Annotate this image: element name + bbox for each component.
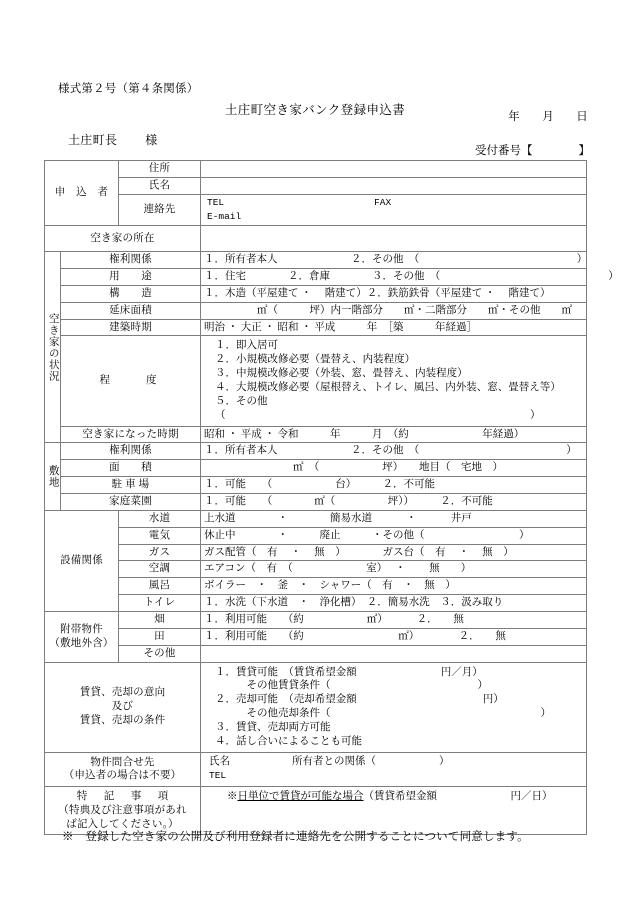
lease-sale-label-line2: 及び [111, 701, 134, 713]
document-title: 土庄町空き家バンク登録申込書 [224, 103, 406, 117]
applicant-address-label: 住所 [119, 161, 201, 178]
table-row-applicant-contact [45, 194, 587, 225]
addressee-line [68, 131, 158, 148]
table-row-house-degree [45, 336, 587, 426]
applicant-tel-label: TEL [207, 196, 225, 208]
date-day-label: 日 [576, 111, 588, 123]
form-number: 様式第２号（第４条関係） [58, 83, 199, 95]
attached-rice-value[interactable]: １．利用可能 （約 ㎡） ２． 無 [201, 628, 587, 645]
house-floor-area-label: 延床面積 [61, 302, 201, 319]
facility-electricity-label: 電気 [119, 527, 201, 544]
date-line [508, 108, 588, 124]
house-location-value[interactable] [201, 226, 587, 252]
table-row-facility-water [45, 510, 587, 527]
degree-option-2[interactable]: ２．小規模改修必要（畳替え、内装程度） [215, 354, 416, 366]
table-row-site-garden [45, 493, 587, 510]
applicant-name-label: 氏名 [119, 177, 201, 194]
remarks-rest-text: （賃貸希望金額 円／日） [363, 791, 553, 803]
facility-water-label: 水道 [119, 510, 201, 527]
receipt-number-close: 】 [578, 145, 590, 157]
registration-form-table [44, 160, 619, 835]
attached-field-label: 畑 [119, 611, 201, 628]
facility-electricity-value[interactable]: 休止中 ・ 廃止 ・その他（ ） [201, 527, 587, 544]
house-use-value[interactable]: １．住宅 ２．倉庫 ３．その他 （ ） [201, 268, 587, 285]
degree-option-4[interactable]: ４．大規模改修必要（屋根替え、トイレ、風呂、内外装、窓、畳替え等） [215, 381, 561, 393]
table-row-attached-other [45, 645, 587, 662]
applicant-contact-label: 連絡先 [119, 194, 201, 225]
lease-sale-option-4[interactable]: ４．話し合いによることも可能 [215, 735, 362, 747]
attached-other-value[interactable] [201, 645, 587, 662]
attached-label-line2: （敷地外含） [49, 637, 114, 649]
inquiry-label-line2: （申込者の場合は不要） [63, 770, 182, 782]
lease-sale-option-1-sub[interactable]: その他賃貸条件（ ） [215, 680, 488, 692]
site-area-label: 面 積 [61, 460, 201, 477]
site-parking-label: 駐 車 場 [61, 477, 201, 494]
degree-option-5[interactable]: ５．その他（ ） [215, 395, 541, 421]
applicant-email-label: E-mail [207, 210, 242, 222]
table-row-house-structure [45, 285, 587, 302]
table-row-lease-sale [45, 662, 587, 752]
table-row-applicant-address [45, 161, 587, 178]
table-row-facility-gas [45, 544, 587, 561]
house-structure-value[interactable]: １．木造（平屋建て ・ 階建て）２．鉄筋鉄骨（平屋建て ・ 階建て） [201, 285, 587, 302]
site-garden-value[interactable]: １．可能 （ ㎡（ 坪）） ２．不可能 [201, 493, 587, 510]
table-row-facility-electricity [45, 527, 587, 544]
site-rights-label: 権利関係 [61, 443, 201, 460]
facility-bath-value[interactable]: ボイラー ・ 釜 ・ シャワー（ 有 ・ 無 ） [201, 578, 587, 595]
house-degree-label: 程 度 [61, 336, 201, 426]
inquiry-name-label: 氏名 [209, 755, 230, 767]
date-month-label: 月 [542, 111, 554, 123]
degree-option-1[interactable]: １．即入居可 [215, 340, 278, 352]
site-area-value[interactable]: ㎡ （ 坪） 地目（ 宅地 ） [201, 460, 587, 477]
facility-aircon-label: 空調 [119, 561, 201, 578]
house-floor-area-value[interactable]: ㎡（ 坪）内一階部分 ㎡・二階部分 ㎡・その他 ㎡ [201, 302, 587, 319]
house-status-vertical-label: 空き家の状況 [45, 252, 61, 443]
applicant-address-value[interactable] [201, 161, 587, 178]
site-vertical-label: 敷地 [45, 443, 61, 510]
addressee-name: 土庄町長 [68, 133, 118, 147]
table-row-vacant-since [45, 426, 587, 443]
lease-sale-label [45, 662, 201, 752]
applicant-contact-value[interactable] [201, 194, 587, 225]
table-row-attached-field [45, 611, 587, 628]
table-row-attached-rice [45, 628, 587, 645]
applicant-name-value[interactable] [201, 177, 587, 194]
applicant-fax-label: FAX [374, 196, 392, 208]
table-row-site-rights [45, 443, 587, 460]
addressee-honorific: 様 [145, 133, 158, 147]
facility-water-value[interactable]: 上水道 ・ 簡易水道 ・ 井戸 [201, 510, 587, 527]
table-row-house-floor-area [45, 302, 587, 319]
table-row-site-parking [45, 477, 587, 494]
site-garden-label: 家庭菜園 [61, 493, 201, 510]
lease-sale-option-1[interactable]: １．賃貸可能 （賃貸希望金額 円／月） [215, 666, 483, 678]
inquiry-value[interactable] [201, 752, 587, 786]
house-rights-value[interactable]: １．所有者本人 ２．その他 （ ） [201, 252, 587, 269]
table-row-facility-bath [45, 578, 587, 595]
house-degree-options[interactable] [201, 336, 587, 426]
remarks-label-line2: （特典及び注意事項があれ [58, 804, 187, 816]
degree-option-3[interactable]: ３．中規模改修必要（外装、窓、畳替え、内装程度） [215, 368, 468, 380]
facility-aircon-value[interactable]: エアコン（ 有 （ 室） ・ 無 ） [201, 561, 587, 578]
vacant-since-label: 空き家になった時期 [61, 426, 201, 443]
consent-footnote: ※ 登録した空き家の公開及び利用登録者に連絡先を公開することについて同意します。 [62, 831, 529, 843]
inquiry-relation-label: 所有者との関係（ ） [292, 755, 450, 767]
house-structure-label: 構 造 [61, 285, 201, 302]
house-build-period-label: 建築時期 [61, 319, 201, 336]
lease-sale-option-2-sub[interactable]: その他売却条件（ ） [215, 708, 551, 720]
table-row-applicant-name [45, 177, 587, 194]
table-row-facility-toilet [45, 595, 587, 612]
table-row-house-build-period [45, 319, 587, 336]
lease-sale-option-2[interactable]: ２．売却可能 （売却希望金額 円） [215, 694, 504, 706]
table-row-site-area [45, 460, 587, 477]
receipt-number-label: 受付番号【 [475, 145, 533, 157]
lease-sale-label-line1: 賃貸、売却の意向 [79, 687, 166, 699]
attached-rice-label: 田 [119, 628, 201, 645]
facility-toilet-label: トイレ [119, 595, 201, 612]
facility-bath-label: 風呂 [119, 578, 201, 595]
vacant-since-value[interactable]: 昭和 ・ 平成 ・ 令和 年 月 （約 年経過） [201, 426, 587, 443]
table-row-house-location [45, 226, 587, 252]
site-parking-value[interactable]: １．可能 （ 台） ２．不可能 [201, 477, 587, 494]
table-row-inquiry [45, 752, 587, 786]
attached-label-line1: 附帯物件 [60, 623, 103, 635]
remarks-underlined-text: 日単位で賃貸が可能な場合 [237, 791, 364, 803]
receipt-number-line [475, 142, 590, 158]
facilities-label: 設備関係 [45, 510, 119, 611]
lease-sale-label-line3: 賃貸、売却の条件 [79, 715, 166, 727]
attached-label [45, 611, 119, 662]
applicant-label: 申 込 者 [45, 161, 119, 226]
inquiry-label [45, 752, 201, 786]
table-row-facility-aircon [45, 561, 587, 578]
attached-other-label: その他 [119, 645, 201, 662]
remarks-label-line3: ば記入してください。） [66, 818, 179, 830]
inquiry-label-line1: 物件問合せ先 [90, 756, 155, 768]
date-year-label: 年 [508, 111, 520, 123]
lease-sale-options[interactable] [201, 662, 587, 752]
table-row-house-use [45, 268, 587, 285]
facility-toilet-value[interactable]: １．水洗（下水道 ・ 浄化槽） ２．簡易水洗 ３．汲み取り [201, 595, 587, 612]
house-rights-label: 権利関係 [61, 252, 201, 269]
remarks-label-line1: 特 記 事 項 [76, 790, 172, 802]
attached-field-value[interactable]: １．利用可能 （約 ㎡） ２． 無 [201, 611, 587, 628]
lease-sale-option-3[interactable]: ３．賃貸、売却両方可能 [215, 721, 331, 733]
house-use-label: 用 途 [61, 268, 201, 285]
site-rights-value[interactable]: １．所有者本人 ２．その他 （ ） [201, 443, 587, 460]
facility-gas-value[interactable]: ガス配管（ 有 ・ 無 ） ガス台（ 有 ・ 無 ） [201, 544, 587, 561]
house-build-period-value[interactable]: 明治 ・ 大正 ・ 昭和 ・ 平成 年 ［築 年経過］ [201, 319, 587, 336]
table-row-house-rights [45, 252, 587, 269]
facility-gas-label: ガス [119, 544, 201, 561]
house-location-label: 空き家の所在 [45, 226, 201, 252]
inquiry-tel-label: TEL [209, 770, 227, 782]
remarks-mark: ※ [227, 791, 238, 803]
